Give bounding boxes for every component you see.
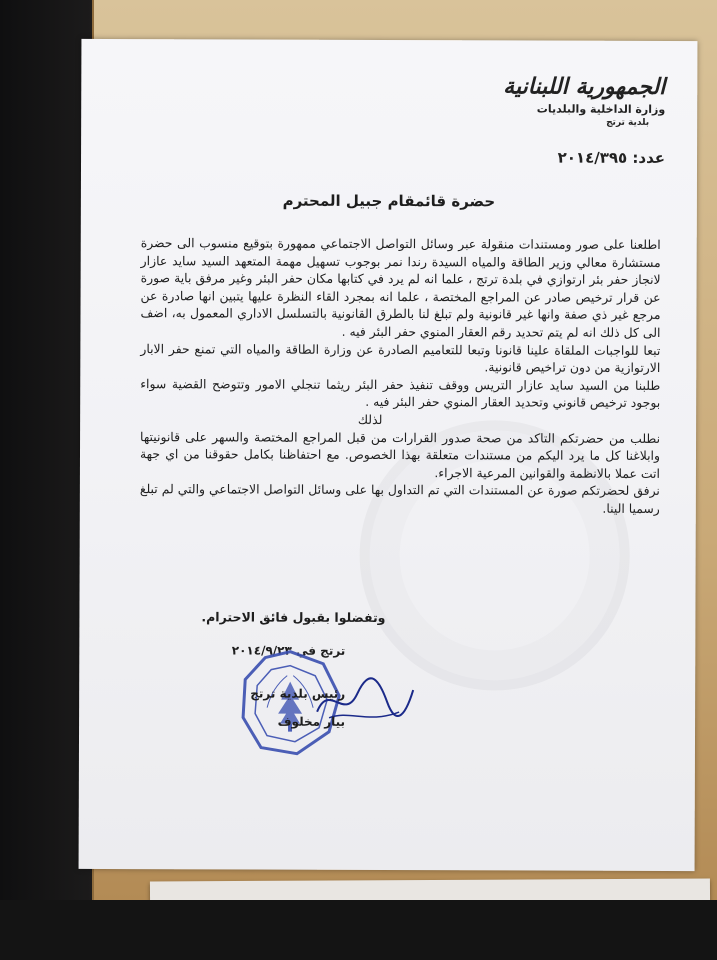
paragraph: نرفق لحضرتكم صورة عن المستندات التي تم التداول بها على وسائل التواصل الاجتماعي والتي لم تبلغ رسميا الينا.: [139, 481, 660, 516]
table-surface: [0, 900, 717, 960]
signatory-name: بيار مخلوف: [277, 714, 346, 729]
letter-body: [140, 234, 661, 517]
addressee: حضرة قائمقام جبيل المحترم: [282, 191, 496, 211]
letter-page: [79, 39, 698, 871]
closing-line: وتفضلوا بقبول فائق الاحترام.: [201, 609, 386, 625]
paragraph: اطلعنا على صور ومستندات منقولة عبر وسائل التواصل الاجتماعي ممهورة بتوقيع منسوب الى حضرة مستشارة معالي وزير الطاقة والمياه السيدة رندا نمر بوجوب تسهيل مهمة المتعهد السيد سايد عازار لانجاز حفر بئر ارتوازي في بلدة ترتج ، علما انه لم يرد في كتابها مكان حفر البئر وغير مرفق باية صورة عن قرار ترخيص صادر عن المراجع المختصة ، علما انه بمجرد القاء النظرة عليها يتبين انها صادرة عن مرجع غير ذي صفة وانها غير قانونية ولم تبلغ لنا بالطرق القانونية بالتسلسل الاداري المعمول به، اضف الى كل ذلك انه لم يتم تحديد رقم العقار المنوي حفر البئر فيه .: [140, 235, 661, 340]
paragraph: طلبنا من السيد سايد عازار التريس ووقف تنفيذ حفر البئر ريثما تنجلي الامور وتتوضح القضية سواء بوجود ترخيص قانوني وتحديد العقار المنوي حفر البئر فيه .: [140, 375, 661, 411]
municipality-name: بلدية ترتج: [606, 117, 650, 128]
reference-number: عدد: ٢٠١٤/٣٩٥: [557, 148, 666, 167]
letterhead: [405, 72, 665, 128]
paragraph: لذلك: [357, 411, 383, 427]
paragraph: تبعا للواجبات الملقاة علينا قانونا وتبعا للتعاميم الصادرة عن وزارة الطاقة والمياه التي تمنع حفر الابار الارتوازية من دون تراخيص قانونية.: [140, 340, 661, 376]
signatory-title: رئيس بلدية ترتج: [250, 686, 346, 701]
paragraph: نطلب من حضرتكم التاكد من صحة صدور القرارات من قبل المراجع المختصة والسهر على قانونيتها وابلاغنا كل ما يرد اليكم من مستندات متعلقة بهذا الخصوص. مع احتفاظنا بكامل حقوقنا من اي جهة اتت عملا بالانظمة والقوانين المرعية الاجراء.: [139, 428, 661, 481]
republic-name: الجمهورية اللبنانية: [503, 73, 666, 100]
signatory-block: [250, 680, 345, 736]
place-date: ترتج في ٢٠١٤/٩/٢٣: [231, 643, 346, 658]
ministry-name: وزارة الداخلية والبلديات: [536, 102, 666, 116]
